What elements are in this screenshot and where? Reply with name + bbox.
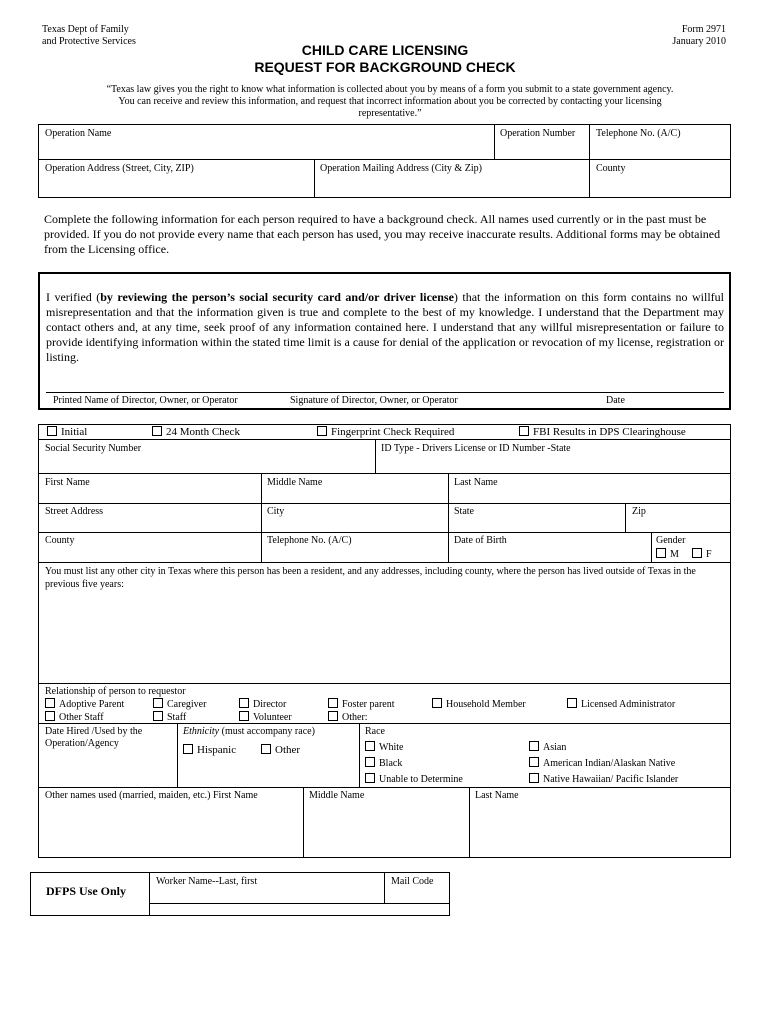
black-checkbox[interactable] — [365, 757, 375, 767]
mail-code-field[interactable]: Mail Code — [391, 876, 434, 887]
caregiver-checkbox[interactable] — [153, 698, 163, 708]
agency-line-1: Texas Dept of Family — [42, 24, 129, 35]
dfps-title: DFPS Use Only — [46, 884, 127, 898]
operation-address-field[interactable]: Operation Address (Street, City, ZIP) — [45, 163, 194, 174]
race-white[interactable]: White — [365, 741, 403, 754]
race-asian[interactable]: Asian — [529, 741, 566, 754]
residence-note: You must list any other city in Texas where this person has been a resident, and any addresses, including county, where the person has lived outside of Texas in the previous five years: — [45, 566, 696, 590]
operation-mailing-field[interactable]: Operation Mailing Address (City & Zip) — [320, 163, 482, 174]
other-first-name-field[interactable]: Other names used (married, maiden, etc.) First Name — [45, 790, 258, 801]
operation-name-field[interactable]: Operation Name — [45, 128, 112, 139]
operation-number-field[interactable]: Operation Number — [500, 128, 576, 139]
operation-county-field[interactable]: County — [596, 163, 626, 174]
first-name-field[interactable]: First Name — [45, 477, 90, 488]
phone-field[interactable]: Telephone No. (A/C) — [267, 535, 352, 546]
rel-foster-parent[interactable]: Foster parent — [328, 698, 395, 711]
unable-to-determine-checkbox[interactable] — [365, 773, 375, 783]
form-number: Form 2971 — [681, 24, 726, 35]
rel-caregiver[interactable]: Caregiver — [153, 698, 206, 711]
ethnicity-label: Ethnicity (must accompany race) — [183, 726, 315, 737]
rel-household-member[interactable]: Household Member — [432, 698, 526, 711]
race-label: Race — [365, 726, 385, 737]
operation-phone-field[interactable]: Telephone No. (A/C) — [596, 128, 681, 139]
race-black[interactable]: Black — [365, 757, 402, 770]
form-date: January 2010 — [672, 36, 726, 47]
foster-parent-checkbox[interactable] — [328, 698, 338, 708]
american-indian-checkbox[interactable] — [529, 757, 539, 767]
hispanic-checkbox[interactable] — [183, 744, 193, 754]
relationship-label: Relationship of person to requestor — [45, 686, 186, 697]
verification-text: I verified (by reviewing the person’s social security card and/or driver license) that the information on this form contains no willful misrepresentation and that the information given is true and complete to the best of my knowledge. I understand that the Department may contact others and, at any time, seek proof of any information contained here. I understand that any willful misrepresentation or failure to provide identifying information within the stated time limit is a cause for denial of the application or revocation of my license, registration or listing. — [46, 290, 724, 364]
person-section — [38, 424, 731, 858]
adoptive-parent-checkbox[interactable] — [45, 698, 55, 708]
instructions-text: Complete the following information for each person required to have a background check. All names used currently or in the past must be provided. If you do not provide every name that each person has used, you may receive inaccurate results. Additional forms may be obtained from the Licensing office. — [44, 212, 721, 256]
gender-m-option[interactable]: M — [656, 548, 679, 561]
operation-section — [38, 124, 731, 198]
fingerprint-checkbox[interactable] — [317, 426, 327, 436]
race-native[interactable]: American Indian/Alaskan Native — [529, 757, 675, 770]
last-name-field[interactable]: Last Name — [454, 477, 498, 488]
gender-f-checkbox[interactable] — [692, 548, 702, 558]
rel-staff[interactable]: Staff — [153, 711, 186, 724]
ethnicity-hispanic[interactable]: Hispanic — [183, 744, 236, 757]
gender-f-option[interactable]: F — [692, 548, 712, 561]
pacific-islander-checkbox[interactable] — [529, 773, 539, 783]
form-title — [0, 42, 770, 76]
director-checkbox[interactable] — [239, 698, 249, 708]
fingerprint-option[interactable]: Fingerprint Check Required — [317, 426, 454, 439]
other-middle-name-field[interactable]: Middle Name — [309, 790, 365, 801]
city-field[interactable]: City — [267, 506, 285, 517]
staff-checkbox[interactable] — [153, 711, 163, 721]
initial-checkbox[interactable] — [47, 426, 57, 436]
other-staff-checkbox[interactable] — [45, 711, 55, 721]
volunteer-checkbox[interactable] — [239, 711, 249, 721]
gender-label: Gender — [656, 535, 686, 546]
rel-adoptive-parent[interactable]: Adoptive Parent — [45, 698, 124, 711]
rel-other-staff[interactable]: Other Staff — [45, 711, 104, 724]
ethnicity-other[interactable]: Other — [261, 744, 300, 757]
worker-name-field[interactable]: Worker Name--Last, first — [156, 876, 258, 887]
household-member-checkbox[interactable] — [432, 698, 442, 708]
rel-volunteer[interactable]: Volunteer — [239, 711, 292, 724]
rel-licensed-admin[interactable]: Licensed Administrator — [567, 698, 675, 711]
race-unknown[interactable]: Unable to Determine — [365, 773, 463, 786]
ssn-field[interactable]: Social Security Number — [45, 443, 142, 454]
signature-label: Signature of Director, Owner, or Operator — [290, 395, 458, 406]
signature-date-label: Date — [606, 395, 625, 406]
dob-field[interactable]: Date of Birth — [454, 535, 507, 546]
month24-option[interactable]: 24 Month Check — [152, 426, 240, 439]
other-last-name-field[interactable]: Last Name — [475, 790, 519, 801]
id-type-field[interactable]: ID Type - Drivers License or ID Number -State — [381, 443, 571, 454]
state-field[interactable]: State — [454, 506, 474, 517]
agency-line-2: and Protective Services — [42, 36, 136, 47]
white-checkbox[interactable] — [365, 741, 375, 751]
race-pacific[interactable]: Native Hawaiian/ Pacific Islander — [529, 773, 678, 786]
date-hired-field[interactable]: Date Hired /Used by the Operation/Agency — [45, 726, 143, 749]
rel-director[interactable]: Director — [239, 698, 286, 711]
ethnicity-other-checkbox[interactable] — [261, 744, 271, 754]
fbi-option[interactable]: FBI Results in DPS Clearinghouse — [519, 426, 686, 439]
privacy-notice: “Texas law gives you the right to know what information is collected about you by means of a form you submit to a state government agency. You can receive and review this information, and request that incorrect information about you be corrected by contacting your licensing representative.” — [106, 84, 674, 119]
zip-field[interactable]: Zip — [632, 506, 646, 517]
title-line-1: CHILD CARE LICENSING — [301, 42, 469, 58]
verification-bold: by reviewing the person’s social security card and/or driver license — [100, 290, 454, 304]
title-line-2: REQUEST FOR BACKGROUND CHECK — [254, 59, 516, 75]
licensed-admin-checkbox[interactable] — [567, 698, 577, 708]
printed-name-label: Printed Name of Director, Owner, or Operator — [53, 395, 238, 406]
fbi-checkbox[interactable] — [519, 426, 529, 436]
month24-checkbox[interactable] — [152, 426, 162, 436]
street-address-field[interactable]: Street Address — [45, 506, 104, 517]
county-field[interactable]: County — [45, 535, 75, 546]
middle-name-field[interactable]: Middle Name — [267, 477, 323, 488]
gender-m-checkbox[interactable] — [656, 548, 666, 558]
signature-line[interactable] — [46, 392, 724, 393]
residence-history-area[interactable] — [43, 595, 727, 679]
rel-other[interactable]: Other: — [328, 711, 368, 724]
asian-checkbox[interactable] — [529, 741, 539, 751]
other-relationship-checkbox[interactable] — [328, 711, 338, 721]
initial-option[interactable]: Initial — [47, 426, 87, 439]
